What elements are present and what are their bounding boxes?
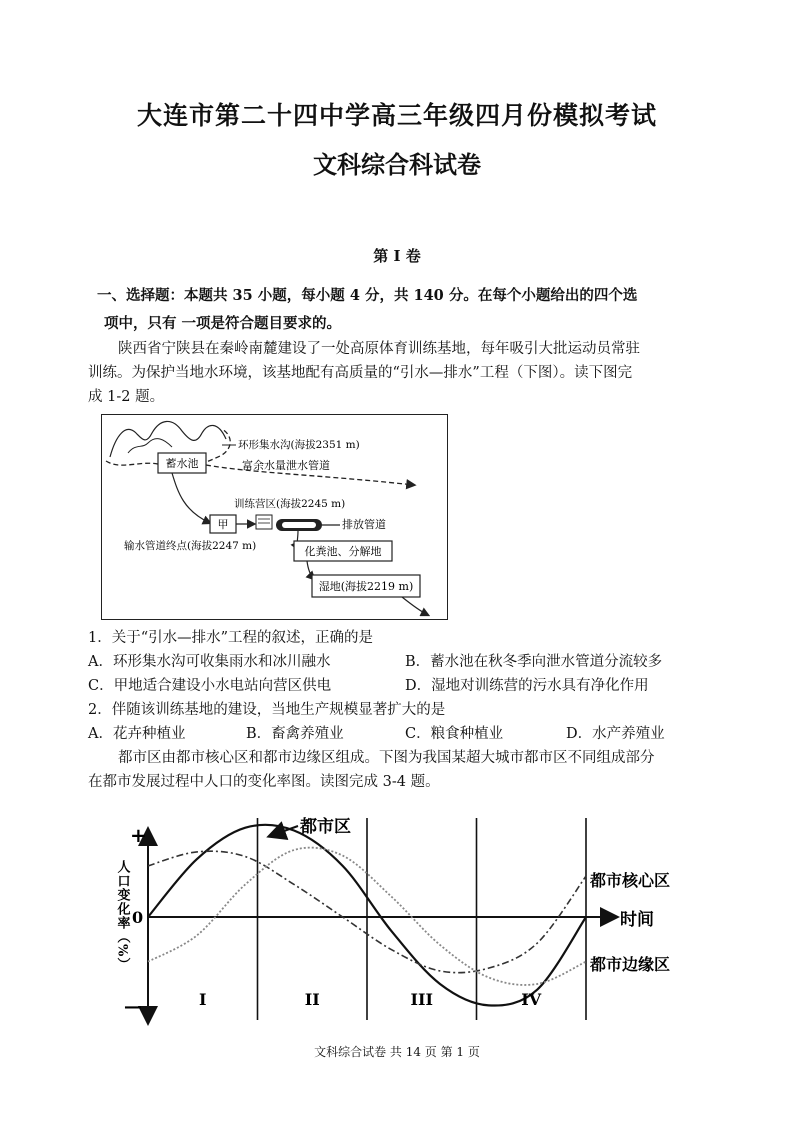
- stage-label: I: [199, 990, 207, 1009]
- q2-stem: 2．伴随该训练基地的建设，当地生产规模显著扩大的是: [88, 702, 446, 718]
- y-axis-label: 人口变化率（%）: [114, 860, 130, 972]
- water-engineering-diagram: [102, 415, 447, 619]
- q1-option-a[interactable]: A．环形集水沟可收集雨水和冰川融水: [88, 654, 331, 670]
- passage2-line2: 在都市发展过程中人口的变化率图。读图完成 3-4 题。: [88, 774, 440, 790]
- camp-label: 训练营区(海拔2245 m): [234, 498, 346, 510]
- pipe-end-label: 输水管道终点(海拔2247 m): [124, 540, 257, 552]
- supply-pipe-line: [172, 473, 210, 523]
- passage1-line3: 成 1-2 题。: [88, 389, 165, 405]
- wetland-label: 湿地(海拔2219 m): [318, 580, 414, 593]
- series-label-fringe-area: 都市边缘区: [590, 955, 671, 974]
- discharge-pipe-label: 排放管道: [342, 518, 386, 531]
- septic-label: 化粪池、分解地: [304, 545, 382, 558]
- x-axis-label: 时间: [620, 910, 654, 930]
- passage1-line1: 陕西省宁陕县在秦岭南麓建设了一处高原体育训练基地，每年吸引大批运动员常驻: [118, 341, 640, 357]
- exam-title: 大连市第二十四中学高三年级四月份模拟考试: [136, 101, 657, 130]
- stage-label: II: [304, 990, 320, 1009]
- volume-label: 第 I 卷: [373, 247, 421, 265]
- section-instruction-line1: 一、选择题：本题共 35 小题，每小题 4 分，共 140 分。在每个小题给出的四个选: [97, 287, 638, 304]
- stage-label: IV: [521, 990, 542, 1009]
- q1-option-d[interactable]: D．湿地对训练营的污水具有净化作用: [405, 678, 649, 694]
- q2-option-c[interactable]: C．粮食种植业: [405, 726, 504, 742]
- y-zero-label: 0: [132, 908, 144, 927]
- section-instruction-line2: 项中，只有 一项是符合题目要求的。: [104, 315, 342, 332]
- mountain-outline: [110, 421, 226, 457]
- y-minus-label: —: [124, 996, 142, 1017]
- series-label-urban-area: 都市区: [300, 817, 351, 837]
- stage-label: III: [410, 990, 433, 1009]
- q1-stem: 1．关于“引水—排水”工程的叙述，正确的是: [88, 630, 374, 646]
- water-engineering-figure: [101, 414, 448, 620]
- passage1-line2: 训练。为保护当地水环境，该基地配有高质量的“引水—排水”工程（下图）。读下图完: [88, 365, 633, 381]
- series-label-core-area: 都市核心区: [590, 871, 671, 890]
- reservoir-label: 蓄水池: [165, 457, 199, 470]
- q2-option-a[interactable]: A．花卉种植业: [88, 726, 186, 742]
- q2-option-b[interactable]: B．畜禽养殖业: [246, 726, 344, 742]
- ring-ditch-label: 环形集水沟(海拔2351 m): [238, 439, 360, 451]
- building-icon: [256, 515, 272, 529]
- wetland-outflow-line: [402, 597, 428, 615]
- q1-option-c[interactable]: C．甲地适合建设小水电站向营区供电: [88, 678, 332, 694]
- q2-option-d[interactable]: D．水产养殖业: [566, 726, 665, 742]
- q1-option-b[interactable]: B．蓄水池在秋冬季向泄水管道分流较多: [405, 654, 663, 670]
- population-change-chart: [100, 800, 720, 1030]
- jia-label: 甲: [217, 518, 229, 531]
- exam-subtitle: 文科综合科试卷: [313, 150, 481, 179]
- y-plus-label: +: [130, 823, 147, 847]
- passage2-line1: 都市区由都市核心区和都市边缘区组成。下图为我国某超大城市都市区不同组成部分: [118, 750, 655, 766]
- page-footer: 文科综合试卷 共 14 页 第 1 页: [314, 1045, 480, 1059]
- mountain-inner: [128, 439, 172, 453]
- surplus-pipe-label: 富余水量泄水管道: [242, 459, 330, 472]
